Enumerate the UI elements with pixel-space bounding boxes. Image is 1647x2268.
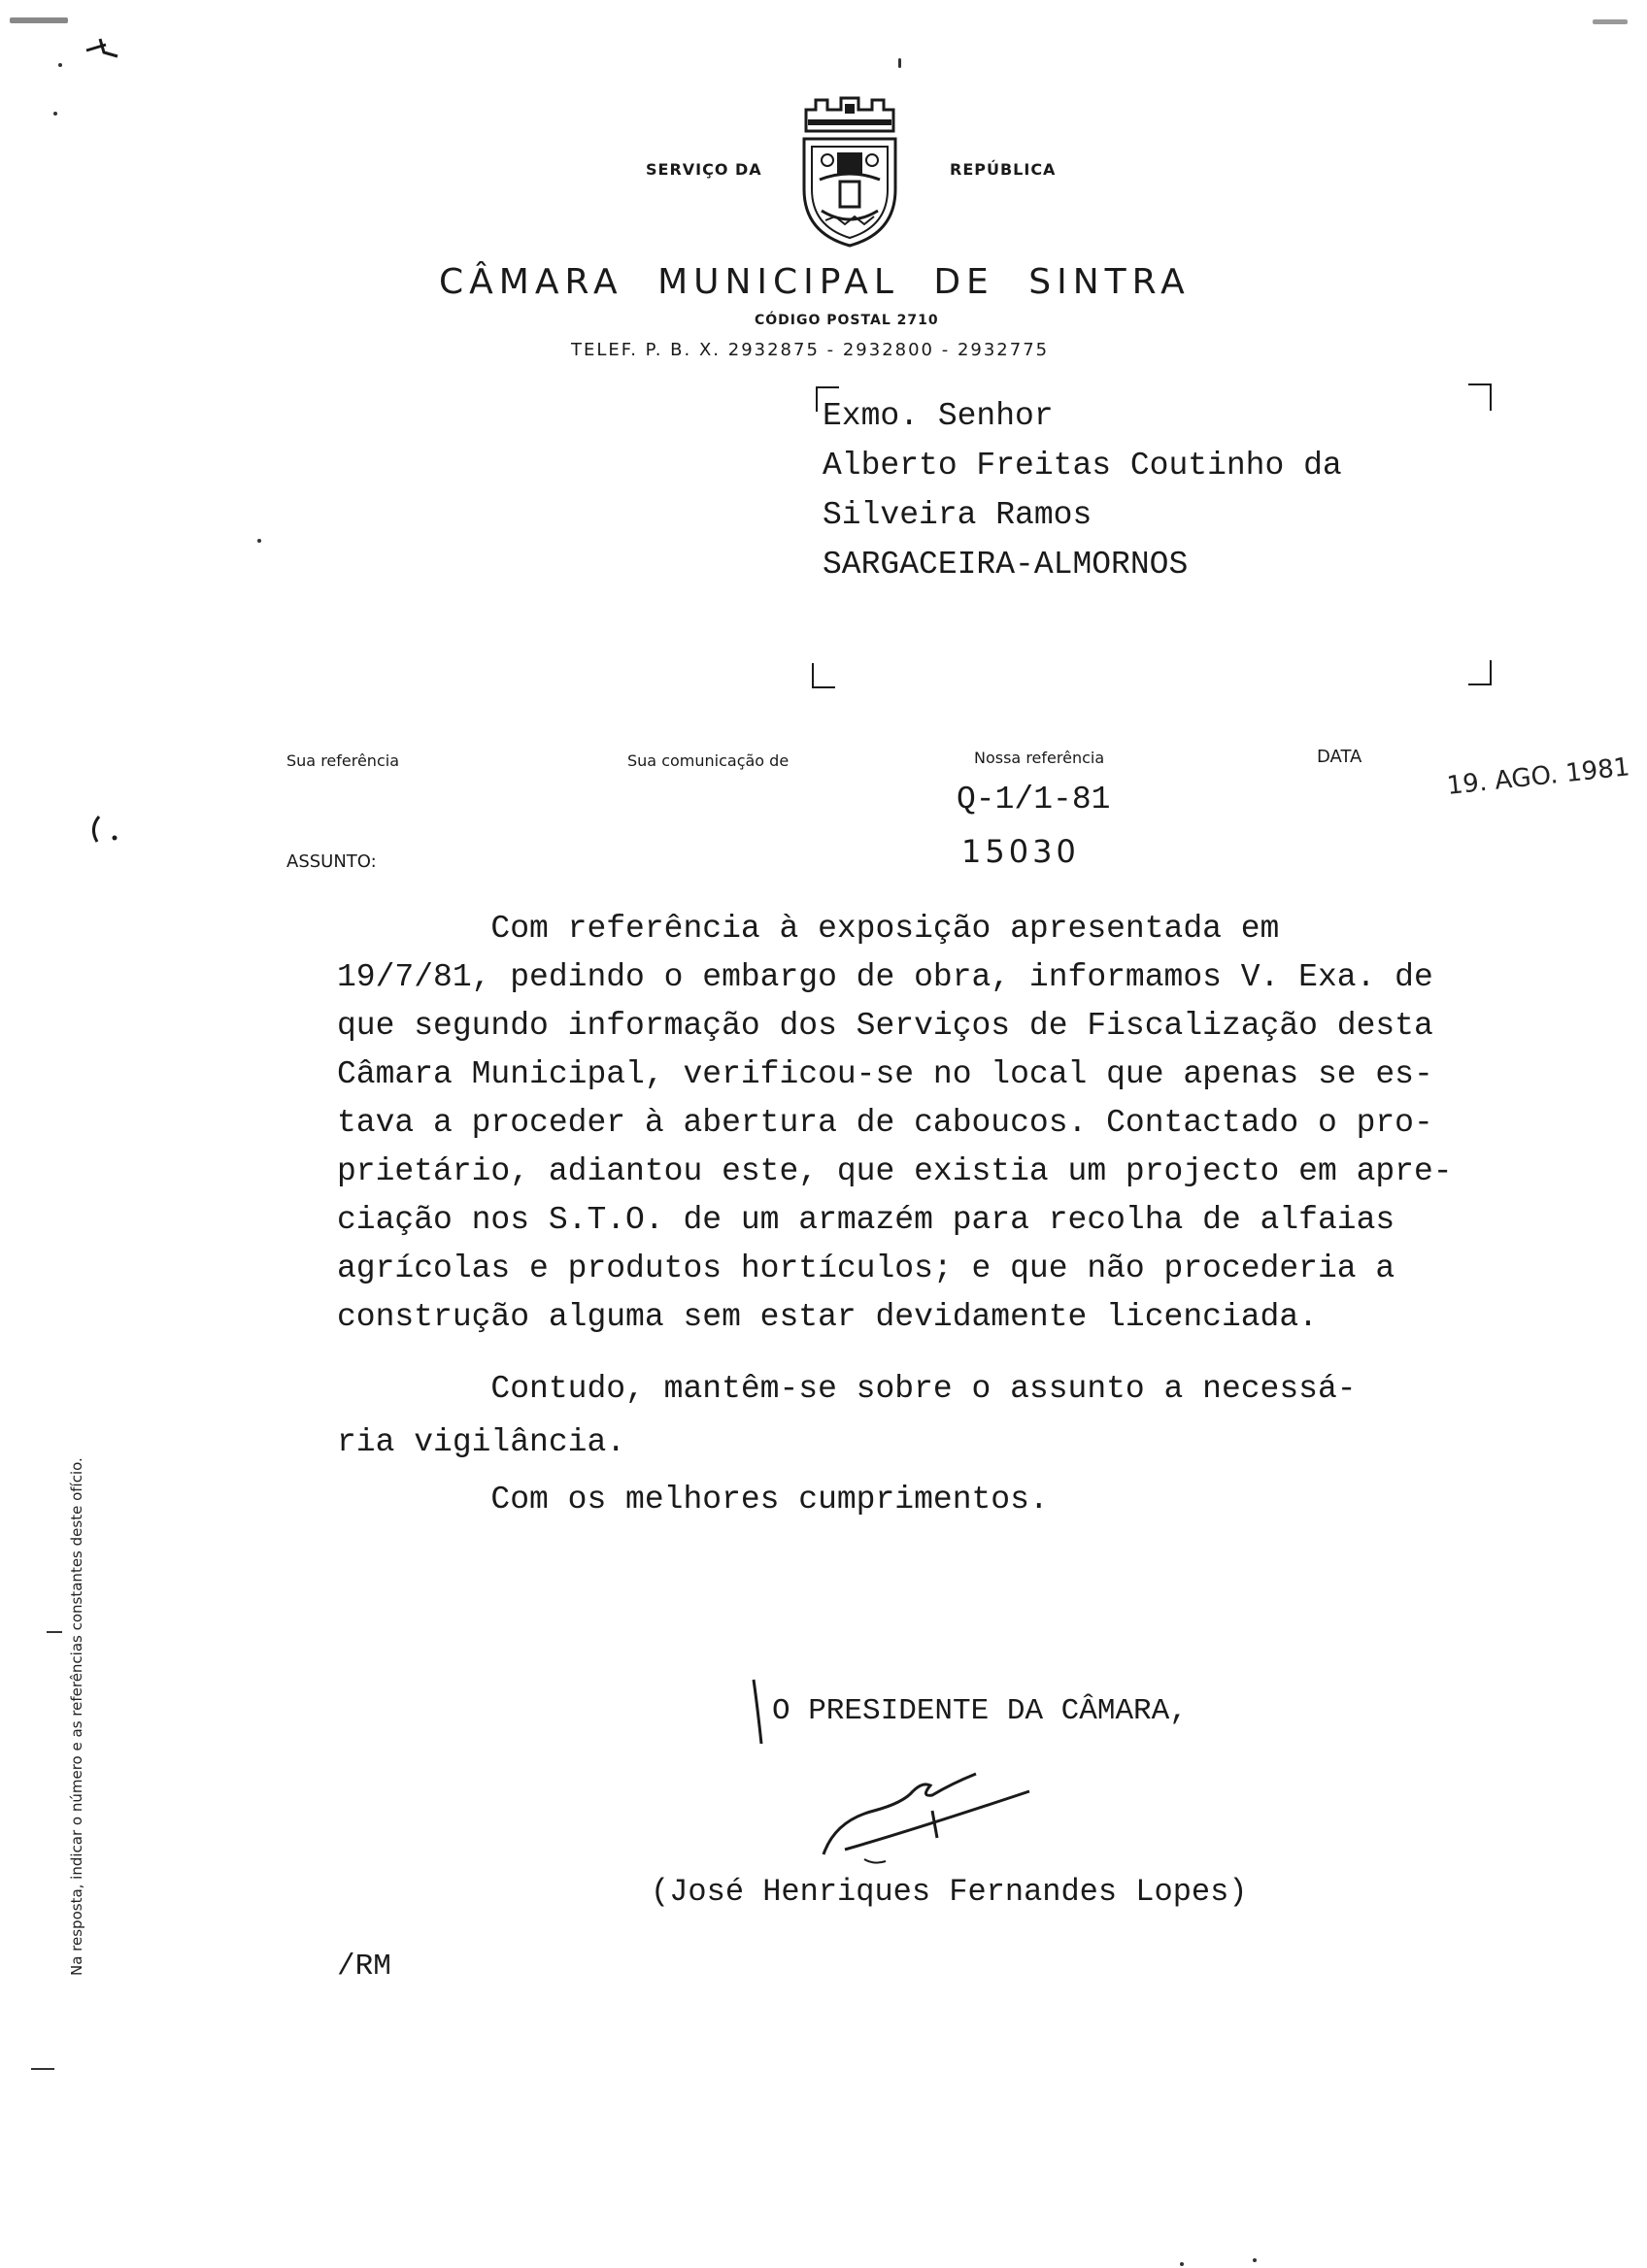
body-line: prietário, adiantou este, que existia um projecto em apre- [337, 1153, 1453, 1189]
handwritten-signature [816, 1762, 1039, 1869]
body-line: ria vigilância. [337, 1424, 626, 1460]
nossa-referencia-number: 15030 [961, 833, 1080, 870]
scan-speck [898, 58, 901, 68]
scan-speck [31, 2068, 54, 2070]
closing-line [337, 1476, 1483, 1524]
body-paragraph-2 [337, 1362, 1483, 1469]
subject-label: ASSUNTO: [286, 851, 377, 872]
scan-speck [10, 17, 68, 23]
address-corner-top-right [1468, 384, 1492, 411]
phone-line: TELEF. P. B. X. 2932875 - 2932800 - 2932775 [571, 340, 1050, 360]
address-corner-bottom-right [1468, 660, 1492, 685]
margin-instruction: Na resposta, indicar o número e as referências constantes deste ofício. [68, 1457, 85, 1976]
scan-speck [257, 539, 261, 543]
body-line: Contudo, mantêm-se sobre o assunto a necessá- [337, 1371, 1357, 1407]
sua-comunicacao-label: Sua comunicação de [627, 751, 790, 770]
signatory-name: (José Henriques Fernandes Lopes) [651, 1874, 1248, 1910]
scan-speck [47, 1631, 62, 1633]
closing-text: Com os melhores cumprimentos. [337, 1482, 1049, 1518]
sua-referencia-label: Sua referência [286, 751, 399, 770]
scan-speck [1593, 19, 1628, 24]
recipient-block [823, 391, 1342, 589]
scan-speck [1253, 2258, 1257, 2262]
recipient-name-line2: Silveira Ramos [823, 497, 1092, 533]
body-line: construção alguma sem estar devidamente licenciada. [337, 1299, 1318, 1335]
body-line: tava a proceder à abertura de caboucos. Contactado o pro- [337, 1105, 1433, 1141]
recipient-name-line1: Alberto Freitas Coutinho da [823, 448, 1342, 484]
scan-mark-left [85, 811, 124, 850]
body-line: Com referência à exposição apresentada em [337, 911, 1280, 947]
scan-speck [58, 63, 62, 67]
service-label-right: REPÚBLICA [950, 160, 1057, 179]
institution-title: CÂMARA MUNICIPAL DE SINTRA [439, 262, 1191, 302]
recipient-address: SARGACEIRA-ALMORNOS [823, 547, 1189, 583]
body-line: 19/7/81, pedindo o embargo de obra, informamos V. Exa. de [337, 959, 1433, 995]
body-paragraph-1 [337, 905, 1483, 1342]
address-corner-bottom-left [812, 663, 835, 688]
nossa-referencia-value: Q-1/1-81 [957, 782, 1111, 817]
date-stamp: 19. AGO. 1981 [1445, 752, 1631, 801]
scan-speck [53, 112, 57, 116]
typist-initials: /RM [337, 1950, 391, 1984]
scan-speck [1180, 2262, 1184, 2266]
scan-mark-top-left [83, 37, 121, 64]
postal-code: CÓDIGO POSTAL 2710 [755, 313, 939, 328]
body-line: que segundo informação dos Serviços de Fiscalização desta [337, 1008, 1433, 1044]
nossa-referencia-label: Nossa referência [974, 749, 1105, 767]
body-line: ciação nos S.T.O. de um armazém para recolha de alfaias [337, 1202, 1395, 1238]
service-label-left: SERVIÇO DA [646, 160, 762, 179]
coat-of-arms [787, 92, 913, 248]
signature-title: O PRESIDENTE DA CÂMARA, [772, 1694, 1188, 1728]
body-line: Câmara Municipal, verificou-se no local que apenas se es- [337, 1056, 1433, 1092]
body-line: agrícolas e produtos hortículos; e que não procederia a [337, 1251, 1395, 1286]
data-label: DATA [1317, 747, 1362, 767]
recipient-salutation: Exmo. Senhor [823, 398, 1054, 434]
